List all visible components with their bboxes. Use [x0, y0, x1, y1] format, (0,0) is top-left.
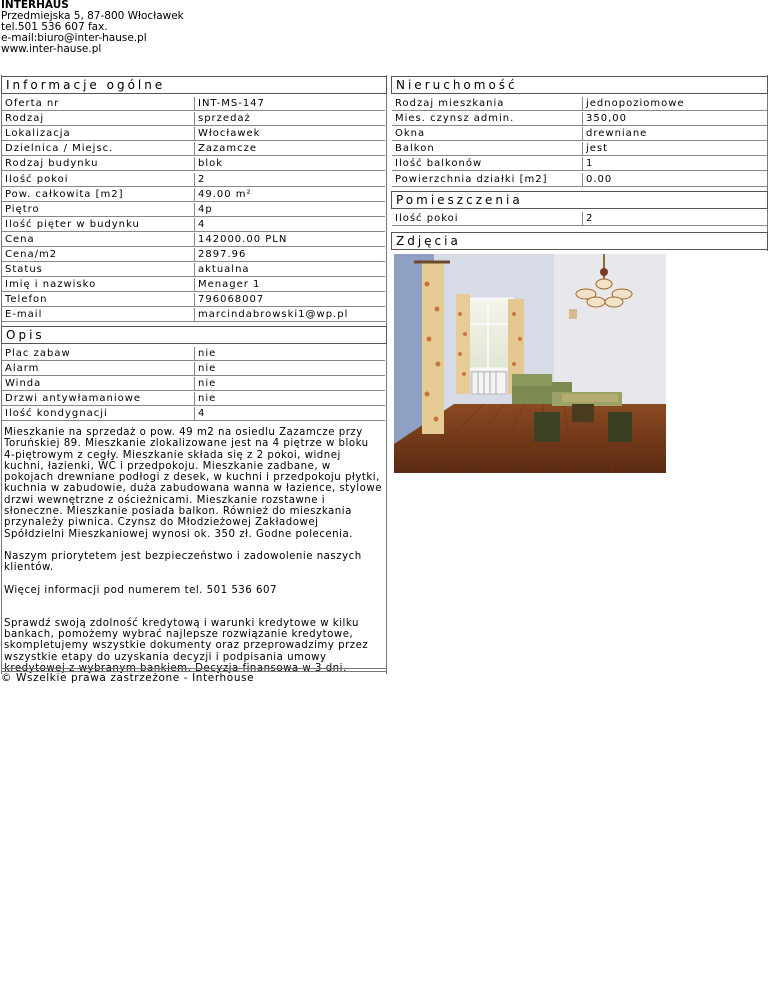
row-label: Telefon [2, 293, 194, 307]
row-label: Oferta nr [2, 97, 194, 111]
company-phone: tel.501 536 607 fax. [1, 21, 108, 33]
row-label: Drzwi antywłamaniowe [2, 392, 194, 406]
row-value: 4p [194, 203, 385, 217]
table-row [392, 173, 767, 188]
table-row [2, 392, 385, 407]
table-row [2, 263, 385, 278]
row-value: 2 [194, 173, 385, 187]
company-website: www.inter-hause.pl [1, 43, 102, 55]
row-value: nie [194, 392, 385, 406]
priority-text: Naszym priorytetem jest bezpieczeństwo i zadowolenie naszych klientów. [4, 550, 362, 574]
row-value: Menager 1 [194, 278, 385, 292]
property-photo[interactable] [394, 254, 666, 473]
row-label: Pow. całkowita [m2] [2, 188, 194, 202]
table-row [2, 97, 385, 112]
row-label: Cena [2, 233, 194, 247]
company-name: INTERHAUS [1, 0, 69, 11]
row-label: Mies. czynsz admin. [392, 112, 582, 126]
row-value: blok [194, 157, 385, 171]
table-row [2, 278, 385, 293]
section-title-general: Informacje ogólne [1, 76, 387, 94]
row-label: Winda [2, 377, 194, 391]
company-address: Przedmiejska 5, 87-800 Włocławek [1, 10, 184, 22]
opis-bottom-line [1, 668, 387, 669]
row-value: drewniane [582, 127, 767, 141]
company-email: e-mail:biuro@inter-hause.pl [1, 32, 147, 44]
row-value: 142000.00 PLN [194, 233, 385, 247]
table-row [2, 347, 385, 362]
row-value: 350,00 [582, 112, 767, 126]
table-row [392, 112, 767, 127]
table-row [2, 233, 385, 248]
table-row [2, 362, 385, 377]
agency-header [1, 0, 184, 55]
row-label: Rodzaj budynku [2, 157, 194, 171]
row-value: 4 [194, 218, 385, 232]
row-label: Balkon [392, 142, 582, 156]
row-value: INT-MS-147 [194, 97, 385, 111]
row-label: Alarm [2, 362, 194, 376]
row-value: nie [194, 377, 385, 391]
row-label: Ilość kondygnacji [2, 407, 194, 421]
row-value: jednopoziomowe [582, 97, 767, 111]
table-row [392, 142, 767, 157]
table-row [2, 127, 385, 142]
row-label: Powierzchnia działki [m2] [392, 173, 582, 187]
table-row [2, 218, 385, 233]
table-row [2, 203, 385, 218]
property-description [4, 427, 382, 685]
row-value: 0.00 [582, 173, 767, 187]
row-value: nie [194, 362, 385, 376]
row-label: Ilość balkonów [392, 157, 582, 171]
section-title-nieruchomosc: Nieruchomość [391, 76, 768, 94]
section-title-zdjecia: Zdjęcia [391, 232, 768, 250]
row-label: Lokalizacja [2, 127, 194, 141]
row-value: 2 [582, 212, 767, 226]
table-row [392, 97, 767, 112]
table-row [392, 127, 767, 142]
row-value: 49.00 m² [194, 188, 385, 202]
table-row [2, 308, 385, 323]
row-label: Cena/m2 [2, 248, 194, 262]
row-label: Ilość pokoi [392, 212, 582, 226]
row-label: Ilość pięter w budynku [2, 218, 194, 232]
section-title-opis: Opis [1, 326, 387, 344]
row-value: 2897.96 [194, 248, 385, 262]
section-title-pomieszczenia: Pomieszczenia [391, 191, 768, 209]
description-text: Mieszkanie na sprzedaż o pow. 49 m2 na osiedlu Zazamcze przy Toruńskiej 89. Mieszkanie zlokalizowane jest na 4 piętrze w bloku 4-piętrowym z cegły. Mieszkanie składa się z 2 pokoi, widnej kuchni, łazienki, WC i przedpokoju. Mieszkanie zadbane, w pokojach drewniane podłogi z desek, w kuchni i przedpokoju płytki, kuchnia w zabudowie, duża zabudowana wanna w łazience, stylowe drzwi wewnętrzne z ościeżnicami. Mieszkanie rozstawne i słoneczne. Mieszkanie posiada balkon. Również do mieszkania przynależy piwnica. Czynsz do Młodzieżowej Zakładowej Spółdzielni Mieszkaniowej wynosi ok. 350 zł. Godne polecenia. [4, 427, 382, 540]
row-value: sprzedaż [194, 112, 385, 126]
row-label: Rodzaj mieszkania [392, 97, 582, 111]
row-label: Okna [392, 127, 582, 141]
row-value: 1 [582, 157, 767, 171]
row-value: 4 [194, 407, 385, 421]
row-value: marcindabrowski1@wp.pl [194, 308, 385, 322]
more-info-text: Więcej informacji pod numerem tel. 501 536 607 [4, 584, 277, 596]
middle-frame-line [386, 75, 387, 674]
table-row [392, 157, 767, 172]
row-label: Rodzaj [2, 112, 194, 126]
table-row [2, 157, 385, 172]
row-label: Plac zabaw [2, 347, 194, 361]
row-label: Status [2, 263, 194, 277]
row-label: Piętro [2, 203, 194, 217]
table-row [2, 173, 385, 188]
table-row [2, 112, 385, 127]
row-label: Imię i nazwisko [2, 278, 194, 292]
row-value: Włocławek [194, 127, 385, 141]
credit-text: Sprawdź swoją zdolność kredytową i warunki kredytowe w kilku bankach, pomożemy wybrać najlepsze rozwiązanie kredytowe, skompletujemy wszystkie dokumenty oraz przeprowadzimy przez wszystkie etapy do uzyskania decyzji i podpisania umowy [4, 617, 369, 663]
row-label: Ilość pokoi [2, 173, 194, 187]
row-value: Zazamcze [194, 142, 385, 156]
row-value: aktualna [194, 263, 385, 277]
copyright-footer: © Wszelkie prawa zastrzeżone - Interhouse [1, 672, 255, 684]
table-row [2, 188, 385, 203]
row-label: Dzielnica / Miejsc. [2, 142, 194, 156]
table-row [2, 293, 385, 308]
row-value: 796068007 [194, 293, 385, 307]
table-row [2, 377, 385, 392]
table-row [2, 142, 385, 157]
table-row [2, 248, 385, 263]
table-row [392, 212, 767, 227]
room-photo-illustration [394, 254, 666, 473]
row-label: E-mail [2, 308, 194, 322]
table-row [2, 407, 385, 422]
row-value: nie [194, 347, 385, 361]
row-value: jest [582, 142, 767, 156]
